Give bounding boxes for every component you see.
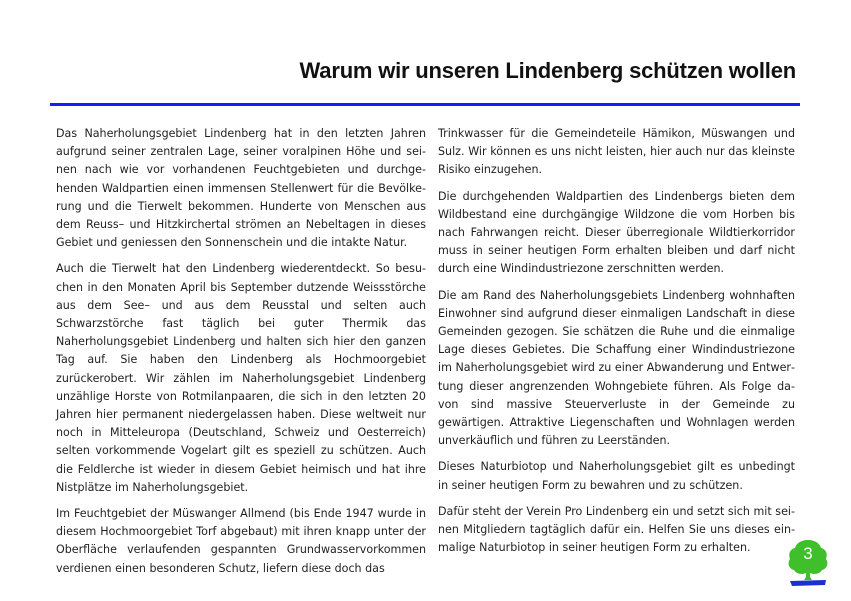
page-number: 3 <box>803 544 813 563</box>
page-title: Warum wir unseren Lindenberg schützen wollen <box>299 58 796 83</box>
paragraph: Die durchgehenden Waldpartien des Lindenbergs bieten dem Wildbestand eine durchgängige Wildzone die vom Horben bis nach Fahrwangen reicht. Dieser überregionale Wildtierkorridor muss in seiner heutigen Form erhalten bleiben und darf nicht durch eine Windindustriezone zerschnitten werden. <box>438 189 795 276</box>
paragraph: Trinkwasser für die Gemeindeteile Hämikon, Müswangen und Sulz. Wir können es uns nicht leisten, hier auch nur das kleinste Risiko einzugehen. <box>438 127 795 177</box>
paragraph: Dieses Naturbiotop und Naherholungsgebiet gilt es unbedingt in seiner heutigen Form zu bewahren und zu schützen. <box>438 460 795 492</box>
paragraph: Die am Rand des Naherholungsgebiets Lindenberg wohnhaften Einwohner sind aufgrund dieser einmaligen Landschaft in diese Gemeinden gezogen. Sie schätzen die Ruhe und die einmalige Lage dieses Gebietes. Die Schaffung einer Windindustriezone im Naherholungsgebiet wird zu einer Abwanderung und Entwertung dieser angrenzenden Wohngebiete führen. Als Folge davon sind massive Steuerverluste in der Gemeinde zu gewärtigen. Attraktive Liegenschaften und Wohnlagen werden unverkäuflich und führen zu Leerständen. <box>438 288 795 448</box>
paragraph: Dafür steht der Verein Pro Lindenberg ein und setzt sich mit seinen Mitgliedern tagtäglich dafür ein. Helfen Sie uns dieses einmalige Naturbiotop in seiner heutigen Form zu erhalten. <box>438 504 795 555</box>
right-column <box>438 125 795 565</box>
paragraph: Im Feuchtgebiet der Müswanger Allmend (bis Ende 1947 wurde in diesem Hochmoorgebiet Torf abgebaut) mit ihren knapp unter der Oberfläche verlaufenden gespannten Grundwasservorkommen verdienen einen besonderen Schutz, liefern diese doch das <box>56 507 426 575</box>
page-number-badge <box>786 538 830 588</box>
left-column <box>56 125 426 586</box>
paragraph: Auch die Tierwelt hat den Lindenberg wiederentdeckt. So besuchen in den Monaten April bis September dutzende Weissstörche aus dem See– und aus dem Reusstal und selten auch Schwarzstörche fast täglich bei guter Thermik das Naherholungsgebiet Lindenberg und halten sich hier den ganzen Tag auf. Sie haben den Lindenberg als Hochmoorgebiet zurückerobert. Wir zählen im Naherholungsgebiet Lindenberg unzählige Horste von Rotmilanpaaren, die sich in den letzten 20 Jahren hier permanent niedergelassen haben. Diese weltweit nur noch in Mitteleuropa (Deutschland, Schweiz und Oesterreich) selten vorkommende Vogelart gilt es speziell zu schützen. Auch die Feldlerche ist wieder in diesem Gebiet heimisch und hat ihre Nistplätze im Naherholungsgebiet. <box>56 262 426 494</box>
paragraph: Das Naherholungsgebiet Lindenberg hat in den letzten Jahren aufgrund seiner zentralen Lage, seiner voralpinen Höhe und seinen nach wie vor vorhandenen Feuchtgebieten und durchgehenden Waldpartien einen immensen Stellenwert für die Bevölkerung und die Tierwelt bekommen. Hunderte von Menschen aus dem Reuss– und Hitzkirchertal strömen an Nebeltagen in dieses Gebiet und geniessen den Sonnenschein und die intakte Natur. <box>56 127 426 250</box>
title-divider <box>50 103 800 106</box>
